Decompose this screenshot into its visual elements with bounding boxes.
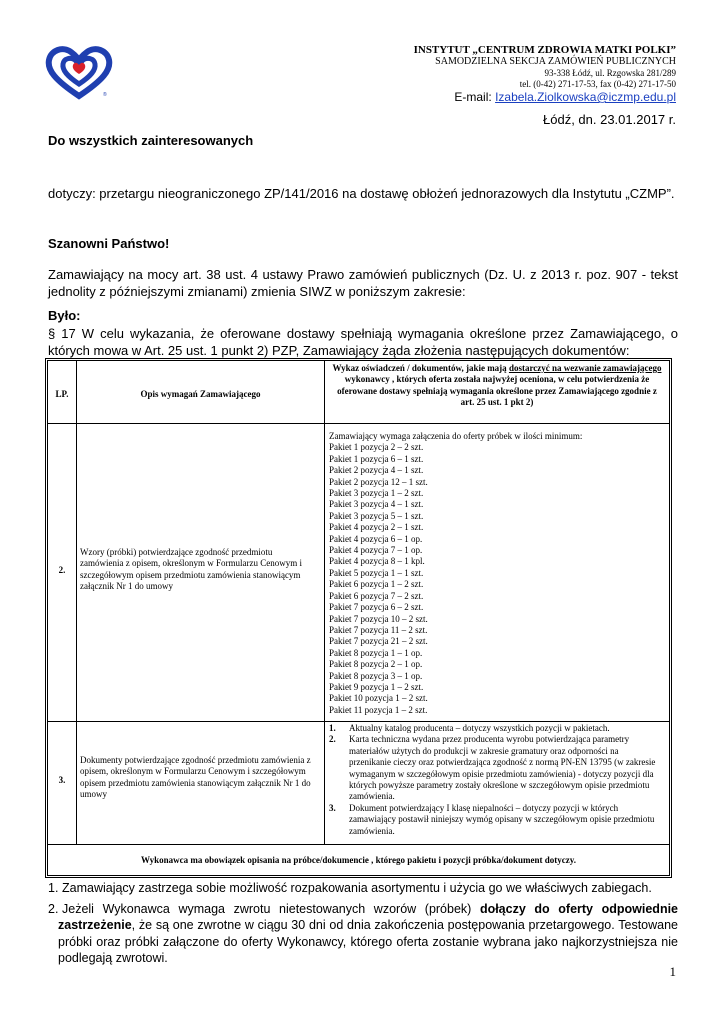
svg-text:®: ®	[103, 92, 107, 98]
header-documents-text-a: Wykaz oświadczeń / dokumentów, jakie mają	[332, 363, 509, 373]
bottom-item-1-num: 1.	[48, 881, 59, 895]
header-description: Opis wymagań Zamawiającego	[140, 389, 261, 399]
bottom-item-1-text: Zamawiający zastrzega sobie możliwość rozpakowania asortymentu i użycia go we właściwych zabiegach.	[62, 881, 652, 895]
paragraph-section-17: § 17 W celu wykazania, że oferowane dostawy spełniają wymagania określone przez Zamawiającego, o których mowa w Art. 25 ust. 1 punkt 2) PZP, Zamawiający żąda złożenia następujących dokumentów:	[48, 326, 678, 358]
document-item-text: Dokument potwierdzający I klasę niepalności – dotyczy pozycji w których zamawiający postawił niniejszy wymóg opisany w szczegółowym opisie przedmiotu zamówienia.	[349, 802, 655, 836]
sample-item: Pakiet 9 pozycja 1 – 2 szt.	[329, 681, 424, 692]
bottom-list	[48, 880, 678, 967]
section-name: SAMODZIELNA SEKCJA ZAMÓWIEŃ PUBLICZNYCH	[435, 56, 676, 67]
email-line	[454, 90, 676, 104]
bottom-item-2-text-bold: dołączy do oferty odpowiednie zastrzeżenie	[58, 901, 678, 932]
header-lp: LP.	[55, 389, 69, 399]
email-label: E-mail:	[454, 90, 496, 104]
sample-item: Pakiet 7 pozycja 21 – 2 szt.	[329, 636, 428, 647]
sample-item: Pakiet 8 pozycja 3 – 1 op.	[329, 670, 423, 681]
institute-logo	[45, 44, 113, 100]
institute-name: INSTYTUT „CENTRUM ZDROWIA MATKI POLKI”	[413, 44, 676, 56]
header-documents-text-b: wykonawcy , których oferta została najwyżej oceniona, w celu potwierdzenia że oferowane dostawy spełniają wymagania określone przez Zamawiającego zgodnie z	[337, 374, 657, 396]
document-item	[329, 734, 661, 802]
sample-item: Pakiet 2 pozycja 4 – 1 szt.	[329, 465, 424, 476]
row3-documents-list	[329, 723, 661, 837]
row2-lp: 2.	[58, 565, 66, 575]
sample-item: Pakiet 3 pozycja 1 – 2 szt.	[329, 488, 424, 499]
row3-lp: 3.	[58, 775, 66, 785]
sample-item: Pakiet 5 pozycja 1 – 1 szt.	[329, 567, 424, 578]
sample-item: Pakiet 4 pozycja 2 – 1 szt.	[329, 522, 424, 533]
document-item	[329, 723, 661, 734]
document-item-num: 1.	[329, 723, 336, 733]
bottom-item-1	[48, 880, 678, 897]
subject-line: dotyczy: przetargu nieograniczonego ZP/141/2016 na dostawę obłożeń jednorazowych dla Instytutu „CZMP”.	[48, 186, 675, 201]
sample-item: Pakiet 7 pozycja 11 – 2 szt.	[329, 624, 428, 635]
sample-item: Pakiet 7 pozycja 10 – 2 szt.	[329, 613, 428, 624]
header-documents-text-c: art. 25 ust. 1 pkt 2)	[460, 397, 534, 408]
sample-item: Pakiet 1 pozycja 6 – 1 szt.	[329, 453, 424, 464]
row3-description: Dokumenty potwierdzające zgodność przedmiotu zamówienia z opisem, określonym w Formularzu Cenowym i szczegółowym opisem przedmiotu zamówienia stanowiącym załącznik Nr 1 do umowy	[80, 755, 311, 800]
address: 93-338 Łódź, ul. Rzgowska 281/289	[544, 68, 676, 78]
letter-date: Łódź, dn. 23.01.2017 r.	[543, 112, 676, 127]
document-item	[329, 803, 661, 837]
requirements-table	[45, 358, 672, 878]
sample-item: Pakiet 4 pozycja 7 – 1 op.	[329, 545, 423, 556]
sample-item: Pakiet 1 pozycja 2 – 2 szt.	[329, 442, 424, 453]
sample-item: Pakiet 8 pozycja 1 – 1 op.	[329, 647, 423, 658]
bottom-item-2-num: 2.	[48, 901, 59, 916]
phones: tel. (0-42) 271-17-53, fax (0-42) 271-17-50	[519, 79, 676, 89]
document-item-text: Aktualny katalog producenta – dotyczy wszystkich pozycji w pakietach.	[349, 723, 610, 733]
samples-items	[329, 442, 665, 716]
table-footer-note: Wykonawca ma obowiązek opisania na próbce/dokumencie , którego pakietu i pozycji próbka/dokument dotyczy.	[140, 855, 577, 865]
header-documents-underlined: dostarczyć na wezwanie zamawiającego	[508, 363, 662, 373]
page-number: 1	[669, 964, 676, 979]
sample-item: Pakiet 6 pozycja 1 – 2 szt.	[329, 579, 424, 590]
sample-item: Pakiet 11 pozycja 1 – 2 szt.	[329, 704, 428, 715]
sample-item: Pakiet 7 pozycja 6 – 2 szt.	[329, 602, 424, 613]
bottom-item-2	[48, 901, 678, 967]
greeting: Szanowni Państwo!	[48, 236, 170, 251]
sample-item: Pakiet 3 pozycja 4 – 1 szt.	[329, 499, 424, 510]
row2-samples-list	[329, 431, 665, 716]
paragraph-amendment: Zamawiający na mocy art. 38 ust. 4 ustawy Prawo zamówień publicznych (Dz. U. z 2013 r. poz. 907 - tekst jednolity z późniejszymi zmianami) zmienia SIWZ w poniższym zakresie:	[48, 267, 678, 299]
addressee: Do wszystkich zainteresowanych	[48, 133, 254, 148]
sample-item: Pakiet 4 pozycja 6 – 1 op.	[329, 533, 423, 544]
document-item-num: 2.	[329, 734, 336, 745]
row2-description: Wzory (próbki) potwierdzające zgodność przedmiotu zamówienia z opisem, określonym w Formularzu Cenowym i szczegółowym opisem przedmiotu zamówienia stanowiącym załącznik Nr 1 do umowy	[80, 547, 302, 592]
bottom-item-2-text-c: , że są one zwrotne w ciągu 30 dni od dnia zakończenia postępowania przetargowego. Testowane próbki oraz próbki załączone do oferty Wykonawcy, którego oferta zostanie wybrana jako najkorzystniejsza nie podlegają zwrotowi.	[58, 918, 678, 965]
document-item-text: Karta techniczna wydana przez producenta wyrobu potwierdzająca parametry materiałów użytych do produkcji w zakresie gramatury oraz odporności na przenikanie cieczy oraz potwierdzająca zgodność z normą PN-EN 13795 (w zakresie wymaganym w szczegółowym opisie przedmiotu zamówienia) - dotyczy pozycji dla których powyższe parametry zostały określone w szczegółowym opisie przedmiotu zamówienia.	[349, 734, 656, 802]
header-documents	[330, 363, 664, 409]
sample-item: Pakiet 3 pozycja 5 – 1 szt.	[329, 510, 424, 521]
sample-item: Pakiet 6 pozycja 7 – 2 szt.	[329, 590, 424, 601]
document-item-num: 3.	[329, 802, 336, 813]
sample-item: Pakiet 2 pozycja 12 – 1 szt.	[329, 476, 428, 487]
row2-intro: Zamawiający wymaga załączenia do oferty próbek w ilości minimum:	[329, 431, 583, 441]
was-label: Było:	[48, 308, 81, 323]
sample-item: Pakiet 8 pozycja 2 – 1 op.	[329, 659, 423, 670]
sample-item: Pakiet 4 pozycja 8 – 1 kpl.	[329, 556, 425, 567]
bottom-item-2-text-a: Jeżeli Wykonawca wymaga zwrotu nietestowanych wzorów (próbek)	[62, 901, 480, 916]
sample-item: Pakiet 10 pozycja 1 – 2 szt.	[329, 693, 428, 704]
email-link[interactable]: Izabela.Ziolkowska@iczmp.edu.pl	[495, 90, 676, 104]
